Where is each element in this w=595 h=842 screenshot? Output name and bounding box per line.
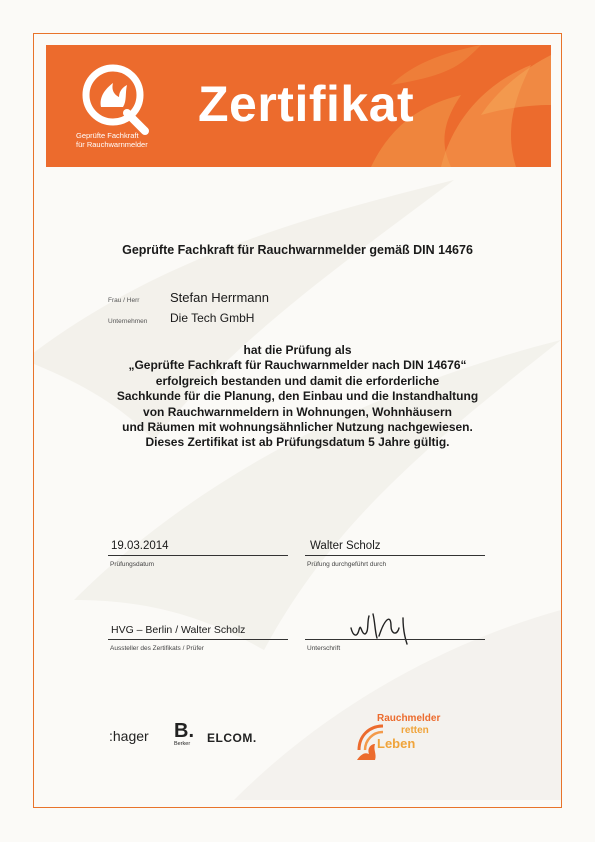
handwritten-signature bbox=[345, 608, 435, 646]
q-flame-logo-icon bbox=[79, 61, 153, 135]
campaign-line1: Rauchmelder bbox=[377, 713, 441, 724]
campaign-line2: retten bbox=[401, 725, 429, 736]
body-line: Sachkunde für die Planung, den Einbau und die Instandhaltung bbox=[116, 389, 479, 404]
body-line: von Rauchwarnmeldern in Wohnungen, Wohnhäusern bbox=[143, 404, 452, 419]
company-label: Unternehmen bbox=[108, 318, 148, 325]
body-line: Dieses Zertifikat ist ab Prüfungsdatum 5 Jahre gültig. bbox=[145, 435, 450, 450]
issuer-line bbox=[108, 639, 288, 640]
body-line: und Räumen mit wohnungsähnlicher Nutzung nachgewiesen. bbox=[122, 420, 473, 435]
certificate-subtitle: Geprüfte Fachkraft für Rauchwarnmelder gemäß DIN 14676 bbox=[122, 243, 473, 257]
body-line: hat die Prüfung als bbox=[243, 343, 352, 357]
body-line: „Geprüfte Fachkraft für Rauchwarnmelder nach DIN 14676“ bbox=[128, 358, 467, 373]
name-label: Frau / Herr bbox=[108, 297, 140, 304]
berker-logo-caption: Berker bbox=[174, 741, 191, 747]
exam-date-label: Prüfungsdatum bbox=[110, 561, 155, 568]
campaign-line3: Leben bbox=[377, 736, 416, 751]
certificate-body bbox=[60, 343, 535, 451]
examiner-label: Prüfung durchgeführt durch bbox=[307, 561, 387, 568]
company-name: Die Tech GmbH bbox=[170, 311, 255, 325]
certificate-title: Zertifikat bbox=[198, 76, 415, 132]
rauchmelder-retten-leben-logo bbox=[355, 700, 455, 762]
hager-logo: :hager bbox=[109, 728, 149, 744]
issuer-label: Aussteller des Zertifikats / Prüfer bbox=[110, 645, 204, 652]
issuer-name: HVG – Berlin / Walter Scholz bbox=[111, 624, 246, 636]
logo-caption-line2: für Rauchwarnmelder bbox=[76, 140, 148, 149]
examiner-name: Walter Scholz bbox=[310, 540, 381, 552]
signature-label: Unterschrift bbox=[307, 645, 341, 652]
logo-caption bbox=[76, 131, 186, 149]
exam-date: 19.03.2014 bbox=[111, 540, 169, 552]
date-line bbox=[108, 555, 288, 556]
logo-caption-line1: Geprüfte Fachkraft bbox=[76, 131, 139, 140]
signature-line bbox=[305, 639, 485, 640]
examiner-line bbox=[305, 555, 485, 556]
elcom-logo: ELCOM. bbox=[207, 731, 257, 745]
flame-watermark bbox=[34, 180, 561, 800]
header-banner bbox=[46, 45, 551, 167]
berker-logo: B. bbox=[174, 720, 194, 742]
body-line: erfolgreich bestanden und damit die erforderliche bbox=[155, 373, 440, 388]
person-name: Stefan Herrmann bbox=[170, 290, 269, 305]
